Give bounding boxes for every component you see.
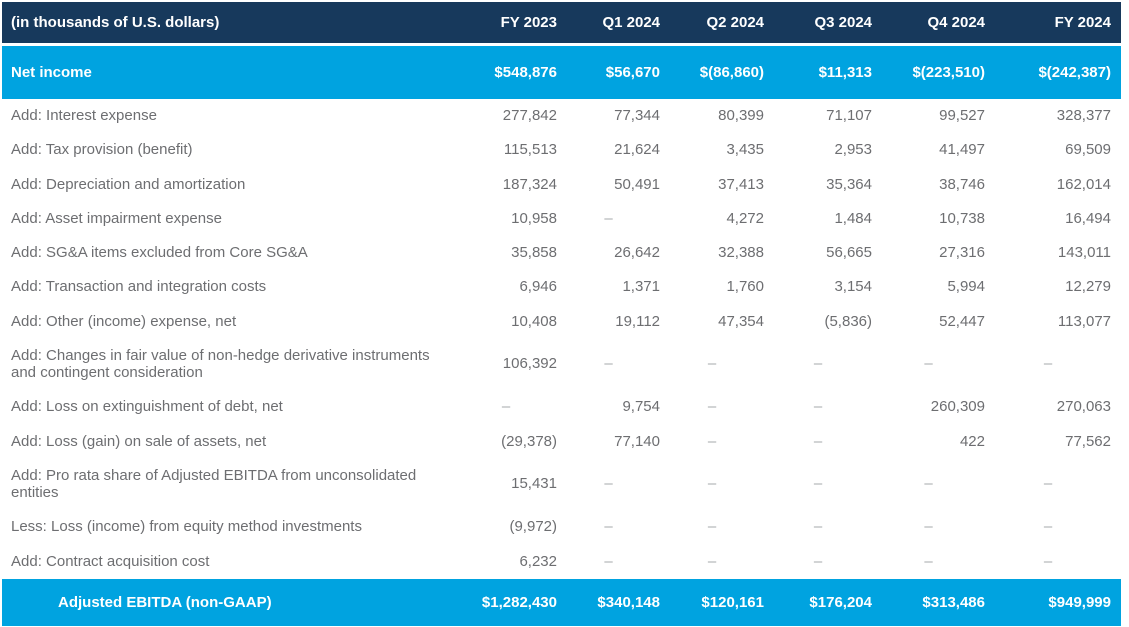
row-value: – (604, 209, 613, 227)
row-value: – (707, 355, 717, 373)
adjustment-row (2, 425, 1121, 459)
row-value: – (813, 355, 823, 373)
row-label: Add: Other (income) expense, net (11, 312, 237, 330)
row-value: 143,011 (1057, 244, 1111, 261)
row-value: 6,232 (519, 552, 557, 570)
row-value: 16,494 (1065, 209, 1111, 227)
row-value: 99,527 (939, 107, 985, 124)
row-value: 50,491 (614, 175, 660, 193)
net-income-q3-2024: $11,313 (764, 45, 872, 100)
row-value: 9,754 (622, 398, 660, 416)
row-value: 38,746 (939, 175, 985, 193)
row-value: (5,836) (824, 312, 872, 330)
adjustment-row (2, 270, 1121, 304)
row-value: 115,513 (503, 141, 557, 159)
row-value: 270,063 (1056, 398, 1111, 416)
adjustment-row (2, 133, 1121, 167)
row-value: – (813, 552, 823, 570)
column-header-q2-2024: Q2 2024 (660, 2, 764, 45)
row-value: 3,154 (834, 278, 872, 296)
column-header-fy2023: FY 2023 (455, 2, 557, 45)
adjustment-row (2, 202, 1121, 236)
row-label: Add: Contract acquisition cost (11, 552, 210, 570)
row-value: – (924, 518, 933, 536)
row-value: 77,344 (614, 107, 660, 124)
row-value: 56,665 (826, 244, 872, 261)
row-label: Less: Loss (income) from equity method investments (11, 518, 362, 536)
row-value: 113,077 (1057, 312, 1111, 330)
row-value: (9,972) (509, 518, 557, 536)
row-label: Add: Transaction and integration costs (11, 278, 267, 296)
row-value: – (707, 552, 717, 570)
adjusted-ebitda-fy2024: $949,999 (985, 579, 1121, 626)
adjusted-ebitda-total-row (2, 579, 1121, 626)
row-value: 1,484 (834, 209, 872, 227)
adjusted-ebitda-fy2023: $1,282,430 (455, 579, 557, 626)
financial-table (2, 2, 1121, 626)
adjustment-row (2, 459, 1121, 511)
column-header-q4-2024: Q4 2024 (872, 2, 985, 45)
row-value: – (813, 432, 823, 450)
row-value: 12,279 (1065, 278, 1111, 296)
row-value: 2,953 (834, 141, 872, 159)
row-value: 162,014 (1056, 175, 1111, 193)
row-value: 77,140 (614, 432, 660, 450)
adjusted-ebitda-label: Adjusted EBITDA (non-GAAP) (2, 579, 455, 626)
net-income-q1-2024: $56,670 (557, 45, 660, 100)
row-value: 77,562 (1065, 432, 1111, 450)
row-label: Add: Asset impairment expense (11, 209, 222, 227)
row-value: – (1043, 518, 1053, 536)
adjusted-ebitda-q2-2024: $120,161 (660, 579, 764, 626)
row-label: Add: Tax provision (benefit) (11, 141, 193, 159)
row-value: – (813, 518, 823, 536)
row-value: 6,946 (519, 278, 557, 296)
row-value: 21,624 (614, 141, 660, 159)
row-label: Add: Loss on extinguishment of debt, net (11, 398, 283, 416)
net-income-fy2023: $548,876 (455, 45, 557, 100)
row-value: 3,435 (726, 141, 764, 159)
row-value: – (707, 398, 717, 416)
net-income-label: Net income (2, 45, 455, 100)
row-value: – (707, 432, 717, 450)
row-value: 32,388 (718, 244, 764, 261)
row-value: 47,354 (718, 312, 764, 330)
row-value: – (1043, 552, 1053, 570)
row-label: Add: Interest expense (11, 107, 157, 124)
row-value: – (1043, 475, 1053, 493)
row-value: 71,107 (826, 107, 872, 124)
row-value: 328,377 (1056, 107, 1111, 124)
row-value: (29,378) (501, 432, 557, 450)
row-value: 27,316 (939, 244, 985, 261)
row-value: 26,642 (614, 244, 660, 261)
row-value: 19,112 (615, 312, 660, 330)
row-value: – (1043, 355, 1053, 373)
adjusted-ebitda-q1-2024: $340,148 (557, 579, 660, 626)
ebitda-reconciliation-table (2, 2, 1121, 626)
row-value: 5,994 (947, 278, 985, 296)
row-value: 35,364 (826, 175, 872, 193)
net-income-fy2024: $(242,387) (985, 45, 1121, 100)
row-value: 15,431 (511, 475, 557, 493)
adjustment-row (2, 339, 1121, 391)
adjustment-row (2, 305, 1121, 339)
row-label: Add: Depreciation and amortization (11, 175, 246, 193)
adjustment-row (2, 99, 1121, 133)
row-label: Add: Changes in fair value of non-hedge derivative instruments and contingent consideration (11, 346, 430, 381)
row-value: – (604, 552, 613, 570)
row-value: 35,858 (511, 244, 557, 261)
row-value: – (604, 355, 613, 373)
adjusted-ebitda-q3-2024: $176,204 (764, 579, 872, 626)
adjustments-body (2, 45, 1121, 579)
table-header-row (2, 2, 1121, 45)
row-label: Add: SG&A items excluded from Core SG&A (11, 244, 308, 261)
row-value: 277,842 (502, 107, 557, 124)
row-value: 10,958 (511, 209, 557, 227)
column-header-q3-2024: Q3 2024 (764, 2, 872, 45)
adjustment-row (2, 510, 1121, 544)
row-value: 260,309 (930, 398, 985, 416)
row-value: 1,760 (726, 278, 764, 296)
net-income-q2-2024: $(86,860) (660, 45, 764, 100)
net-income-row (2, 45, 1121, 100)
row-value: – (604, 475, 613, 493)
row-value: – (813, 475, 823, 493)
row-label: Add: Pro rata share of Adjusted EBITDA from unconsolidated entities (11, 466, 417, 501)
row-value: – (707, 518, 717, 536)
row-value: – (707, 475, 717, 493)
row-value: 187,324 (502, 175, 557, 193)
adjustment-row (2, 236, 1121, 270)
row-label: Add: Loss (gain) on sale of assets, net (11, 432, 267, 450)
adjustment-row (2, 168, 1121, 202)
adjusted-ebitda-q4-2024: $313,486 (872, 579, 985, 626)
row-value: – (813, 398, 823, 416)
row-value: 41,497 (939, 141, 985, 159)
row-value: – (924, 552, 933, 570)
row-value: 52,447 (939, 312, 985, 330)
row-value: 10,408 (511, 312, 557, 330)
row-value: 422 (959, 432, 985, 450)
column-header-q1-2024: Q1 2024 (557, 2, 660, 45)
row-value: 37,413 (718, 175, 764, 193)
row-value: – (604, 518, 613, 536)
row-value: 106,392 (502, 355, 557, 373)
row-value: 69,509 (1065, 141, 1111, 159)
adjustment-row (2, 390, 1121, 424)
net-income-q4-2024: $(223,510) (872, 45, 985, 100)
column-header-fy2024: FY 2024 (985, 2, 1121, 45)
row-value: 10,738 (939, 209, 985, 227)
units-caption: (in thousands of U.S. dollars) (2, 2, 455, 45)
row-value: 1,371 (622, 278, 660, 296)
row-value: – (924, 355, 933, 373)
row-value: – (924, 475, 933, 493)
row-value: – (501, 398, 511, 416)
row-value: 80,399 (718, 107, 764, 124)
row-value: 4,272 (726, 209, 764, 227)
adjustment-row (2, 545, 1121, 579)
